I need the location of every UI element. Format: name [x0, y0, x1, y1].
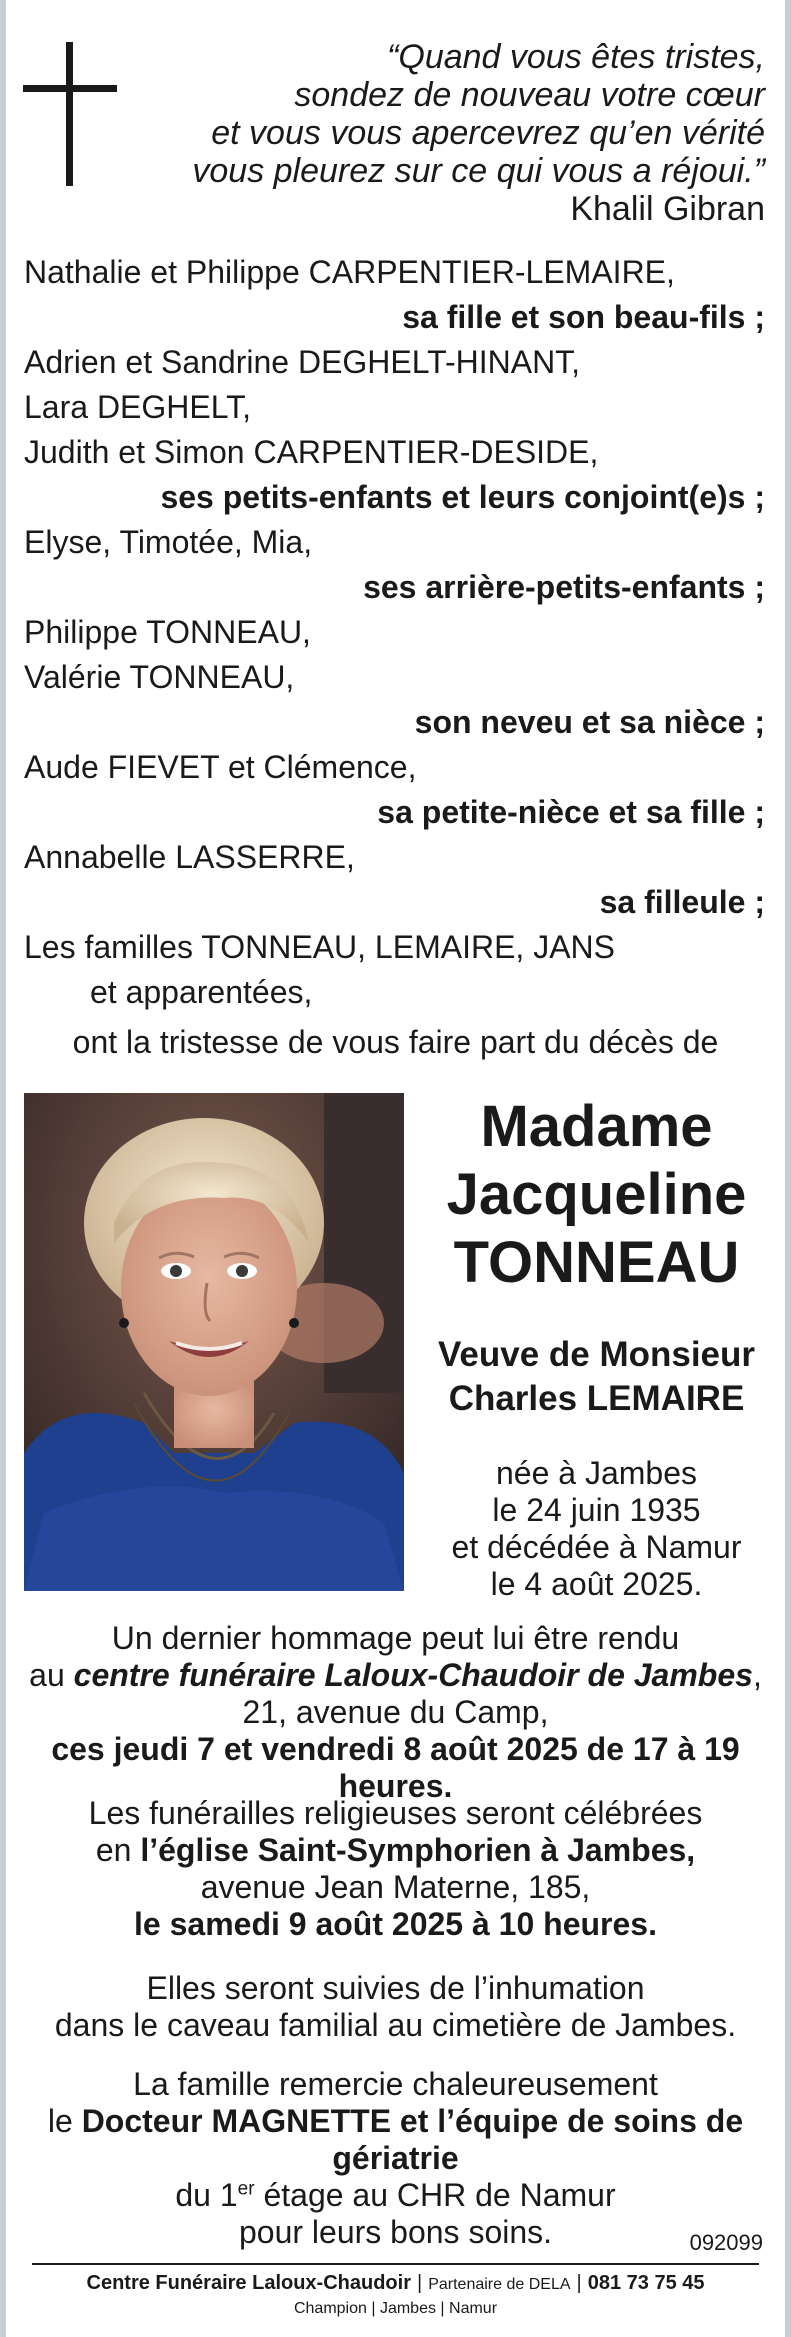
superscript: er [237, 2178, 255, 2200]
relation-label: sa fille et son beau-fils ; [402, 299, 765, 335]
hommage-block [6, 1620, 785, 1805]
thanks-doctor: Docteur MAGNETTE et l’équipe de soins de gériatrie [81, 2103, 744, 2176]
birth-date: le 24 juin 1935 [492, 1492, 701, 1528]
relation-label: son neveu et sa nièce ; [414, 704, 765, 740]
quote-line: “Quand vous êtes tristes, [387, 38, 765, 76]
death-place: et décédée à Namur [451, 1529, 742, 1565]
family-list [24, 250, 765, 1015]
family-member: Lara DEGHELT, [24, 389, 252, 425]
quote-line: sondez de nouveau votre cœur [294, 76, 765, 114]
family-member: Aude FIEVET et Clémence, [24, 749, 417, 785]
text-fragment: le [47, 2103, 82, 2139]
funerailles-block [6, 1795, 785, 1943]
family-member: Adrien et Sandrine DEGHELT-HINANT, [24, 344, 581, 380]
reference-number: 092099 [689, 2230, 763, 2255]
widow-of [426, 1333, 767, 1421]
text-fragment: étage au CHR de Namur [254, 2177, 616, 2213]
relation-label: ses arrière-petits-enfants ; [363, 569, 765, 605]
funerailles-schedule: le samedi 9 août 2025 à 10 heures. [134, 1906, 657, 1942]
phone-number: 081 73 75 45 [587, 2272, 705, 2294]
cross-icon [23, 42, 117, 186]
church-name: l’église Saint-Symphorien à Jambes, [140, 1832, 696, 1868]
family-member: Elyse, Timotée, Mia, [24, 524, 313, 560]
relation-label: ses petits-enfants et leurs conjoint(e)s ; [160, 479, 765, 515]
birth-place: née à Jambes [495, 1455, 697, 1491]
family-member: Valérie TONNEAU, [24, 659, 295, 695]
hommage-place-line [6, 1657, 785, 1694]
thanks-line: La famille remercie chaleureusement [133, 2066, 658, 2102]
separator: | [417, 2272, 423, 2294]
footer-locations: Champion | Jambes | Namur [293, 2300, 498, 2317]
thanks-line: pour leurs bons soins. [238, 2214, 553, 2250]
thanks-line [6, 2103, 785, 2177]
announcement-text: ont la tristesse de vous faire part du décès de [72, 1024, 719, 1060]
quote-author: Khalil Gibran [570, 190, 765, 228]
church-address: avenue Jean Materne, 185, [200, 1869, 591, 1905]
deceased-photo [24, 1093, 404, 1591]
deceased-title: Madame [480, 1094, 713, 1159]
family-member: et apparentées, [90, 974, 313, 1010]
hommage-place: centre funéraire Laloux-Chaudoir de Jambes [73, 1657, 753, 1693]
death-date: le 4 août 2025. [490, 1566, 703, 1602]
quote-block [192, 38, 765, 228]
text-fragment: en [95, 1832, 141, 1868]
separator: | [576, 2272, 582, 2294]
hommage-schedule: ces jeudi 7 et vendredi 8 août 2025 de 17 à 19 heures. [51, 1731, 740, 1804]
deceased-info [426, 1093, 767, 1603]
text-fragment: au [29, 1657, 74, 1693]
quote-line: et vous vous apercevrez qu’en vérité [211, 114, 765, 152]
family-member: Nathalie et Philippe CARPENTIER-LEMAIRE, [24, 254, 675, 290]
inhumation-block [6, 1970, 785, 2044]
funerailles-place-line [6, 1832, 785, 1869]
hommage-line: Un dernier hommage peut lui être rendu [111, 1620, 680, 1656]
life-dates [426, 1455, 767, 1603]
footer-main-line [6, 2270, 785, 2298]
inhumation-line: dans le caveau familial au cimetière de Jambes. [54, 2007, 737, 2043]
funeral-home-name: Centre Funéraire Laloux-Chaudoir [86, 2272, 411, 2294]
deceased-last-name: TONNEAU [453, 1230, 740, 1295]
funerailles-line: Les funérailles religieuses seront célébrées [88, 1795, 703, 1831]
family-member: Philippe TONNEAU, [24, 614, 311, 650]
family-member: Judith et Simon CARPENTIER-DESIDE, [24, 434, 599, 470]
thanks-block [6, 2066, 785, 2251]
widow-spouse-name: Charles LEMAIRE [448, 1379, 745, 1418]
relation-label: sa petite-nièce et sa fille ; [377, 794, 765, 830]
partner-label: Partenaire de DELA [428, 2276, 571, 2293]
hommage-address: 21, avenue du Camp, [242, 1694, 549, 1730]
thanks-line [6, 2177, 785, 2214]
widow-line: Veuve de Monsieur [437, 1335, 756, 1374]
family-member: Les familles TONNEAU, LEMAIRE, JANS [24, 929, 615, 965]
footer-divider [32, 2263, 759, 2265]
quote-line: vous pleurez sur ce qui vous a réjoui.” [192, 152, 765, 190]
family-member: Annabelle LASSERRE, [24, 839, 355, 875]
footer [6, 2270, 785, 2320]
inhumation-line: Elles seront suivies de l’inhumation [146, 1970, 645, 2006]
text-fragment: , [752, 1657, 762, 1693]
deceased-first-name: Jacqueline [446, 1162, 747, 1227]
text-fragment: du 1 [175, 2177, 238, 2213]
relation-label: sa filleule ; [599, 884, 765, 920]
